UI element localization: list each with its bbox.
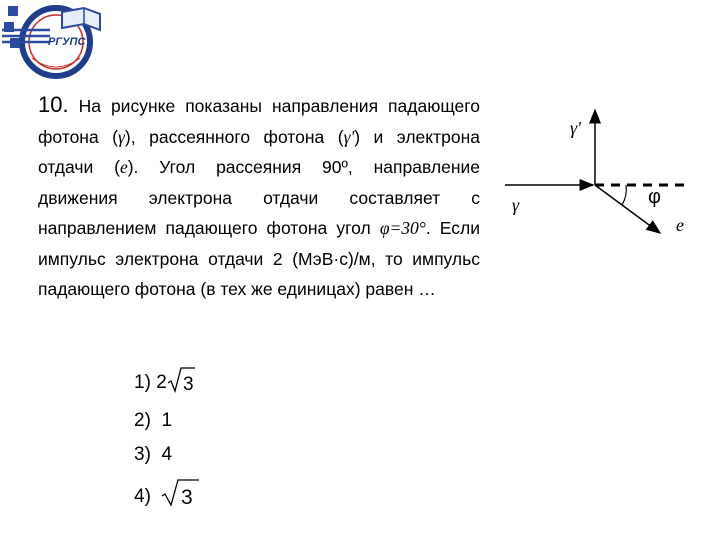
logo-text: РГУПС [48,36,86,48]
question-text-part: На рисунке показаны направления падающего фотона ( [38,96,480,147]
question-text-part: . Если импульс электрона отдачи 2 (МэВ·с)/м, то импульс падающего фотона (в тех же единицах) равен … [38,218,481,299]
angle-arc [622,185,626,205]
answer-value: 4 [161,444,173,465]
answer-value: 1 [161,410,173,431]
question-number: 10. [38,92,69,117]
answer-option-1[interactable] [134,366,195,394]
gamma-symbol: γ [118,126,125,147]
sqrt-icon [161,478,201,508]
sqrt-icon [167,366,195,394]
answer-number: 2) [134,410,151,431]
gamma-label: γ [512,195,520,215]
question-text-part: ). Угол рассеяния 90º, направление движения электрона отдачи составляет с направлением падающего фотона угол [38,157,480,238]
question-text-part: ), рассеянного фотона ( [124,126,344,147]
scattering-diagram [500,100,700,250]
answer-number: 3) [134,444,151,465]
answer-number: 4) [134,486,151,507]
gamma-prime-symbol: γ' [343,126,355,147]
university-logo [0,0,112,84]
phi-expression: φ=30° [379,218,426,238]
answer-option-2[interactable] [134,410,172,432]
question-text [38,90,480,305]
radicand: 3 [181,486,194,508]
electron-label: e [676,215,684,235]
answer-option-3[interactable] [134,444,172,466]
gamma-prime-label: γ' [570,118,581,138]
answer-coefficient: 2 [156,372,167,393]
radicand: 3 [182,374,194,394]
phi-label: φ [648,186,661,208]
answer-number: 1) [134,372,151,393]
answer-option-4[interactable] [134,478,201,508]
electron-symbol: e [119,157,128,177]
question-text-part: ) и электрона отдачи ( [38,126,480,177]
book-icon [62,8,100,30]
